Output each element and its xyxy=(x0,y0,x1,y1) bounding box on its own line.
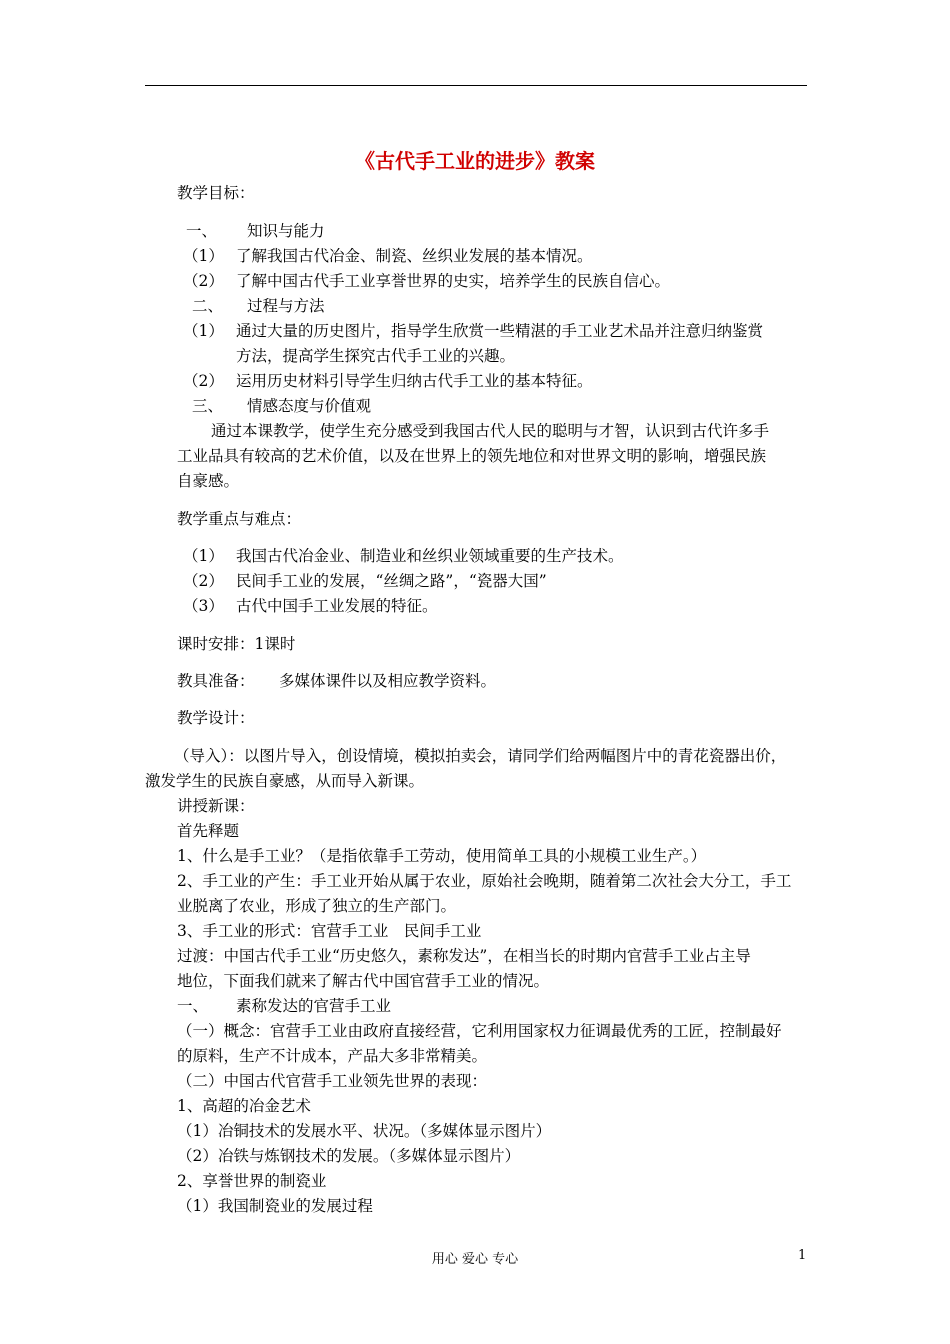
body-line: （1）我国制瓷业的发展过程 xyxy=(177,1197,373,1215)
body-line: （一）概念：官营手工业由政府直接经营，它利用国家权力征调最优秀的工匠，控制最好 xyxy=(177,1022,782,1040)
list-item-text: 运用历史材料引导学生归纳古代手工业的基本特征。 xyxy=(236,372,593,390)
paragraph-line: 工业品具有较高的艺术价值，以及在世界上的领先地位和对世界文明的影响，增强民族 xyxy=(177,447,767,465)
body-line: 讲授新课： xyxy=(177,797,255,815)
section-3-number: 三、 xyxy=(192,397,224,415)
schedule-line: 课时安排：1课时 xyxy=(177,635,296,653)
body-line: 1、什么是手工业？（是指依靠手工劳动，使用简单工具的小规模工业生产。） xyxy=(177,847,707,865)
list-item-number: （2） xyxy=(183,272,224,290)
list-item-text: 通过大量的历史图片，指导学生欣赏一些精湛的手工业艺术品并注意归纳鉴赏 xyxy=(236,322,764,340)
tools-text: 多媒体课件以及相应教学资料。 xyxy=(279,672,497,690)
footer-motto: 用心 爱心 专心 xyxy=(431,1252,519,1267)
section-1-title: 知识与能力 xyxy=(247,222,325,240)
body-line: 1、高超的冶金艺术 xyxy=(177,1097,311,1115)
header-rule xyxy=(145,85,807,86)
list-item-text: 我国古代冶金业、制造业和丝织业领域重要的生产技术。 xyxy=(236,547,624,565)
objectives-heading: 教学目标： xyxy=(177,184,255,202)
list-item-continuation: 方法，提高学生探究古代手工业的兴趣。 xyxy=(236,347,516,365)
intro-line: （导入）：以图片导入，创设情境，模拟拍卖会，请同学们给两幅图片中的青花瓷器出价， xyxy=(174,747,787,765)
body-line: 3、手工业的形式：官营手工业 民间手工业 xyxy=(177,922,482,940)
list-item-text: 民间手工业的发展，“丝绸之路”，“瓷器大国” xyxy=(236,572,547,590)
page-number: 1 xyxy=(798,1248,807,1263)
document-title: 《古代手工业的进步》教案 xyxy=(355,149,595,173)
part-1-title: 素称发达的官营手工业 xyxy=(236,997,392,1015)
section-1-number: 一、 xyxy=(186,222,218,240)
list-item-text: 了解中国古代手工业享誉世界的史实，培养学生的民族自信心。 xyxy=(236,272,671,290)
section-2-number: 二、 xyxy=(192,297,224,315)
tools-label: 教具准备： xyxy=(177,672,255,690)
list-item-number: （2） xyxy=(183,572,224,590)
body-line: （2）冶铁与炼钢技术的发展。（多媒体显示图片） xyxy=(177,1147,521,1165)
body-line: 过渡：中国古代手工业“历史悠久，素称发达”，在相当长的时期内官营手工业占主导 xyxy=(177,947,751,965)
key-points-heading: 教学重点与难点： xyxy=(177,510,302,528)
paragraph-line: 自豪感。 xyxy=(177,472,240,490)
body-line: 首先释题 xyxy=(177,822,240,840)
body-line: 2、享誉世界的制瓷业 xyxy=(177,1172,327,1190)
body-line: （二）中国古代官营手工业领先世界的表现： xyxy=(177,1072,488,1090)
body-line: 的原料，生产不计成本，产品大多非常精美。 xyxy=(177,1047,488,1065)
intro-line: 激发学生的民族自豪感，从而导入新课。 xyxy=(145,772,425,790)
body-line: 地位，下面我们就来了解古代中国官营手工业的情况。 xyxy=(177,972,550,990)
list-item-number: （1） xyxy=(183,247,224,265)
part-1-number: 一、 xyxy=(177,997,209,1015)
body-line: 业脱离了农业，形成了独立的生产部门。 xyxy=(177,897,457,915)
list-item-number: （1） xyxy=(183,322,224,340)
list-item-number: （2） xyxy=(183,372,224,390)
paragraph-line: 通过本课教学，使学生充分感受到我国古代人民的聪明与才智，认识到古代许多手 xyxy=(211,422,770,440)
list-item-number: （3） xyxy=(183,597,224,615)
body-line: （1）冶铜技术的发展水平、状况。（多媒体显示图片） xyxy=(177,1122,552,1140)
design-heading: 教学设计： xyxy=(177,709,255,727)
list-item-number: （1） xyxy=(183,547,224,565)
body-line: 2、手工业的产生：手工业开始从属于农业，原始社会晚期，随着第二次社会大分工，手工 xyxy=(177,872,792,890)
list-item-text: 古代中国手工业发展的特征。 xyxy=(236,597,438,615)
list-item-text: 了解我国古代冶金、制瓷、丝织业发展的基本情况。 xyxy=(236,247,593,265)
section-3-title: 情感态度与价值观 xyxy=(247,397,372,415)
section-2-title: 过程与方法 xyxy=(247,297,325,315)
